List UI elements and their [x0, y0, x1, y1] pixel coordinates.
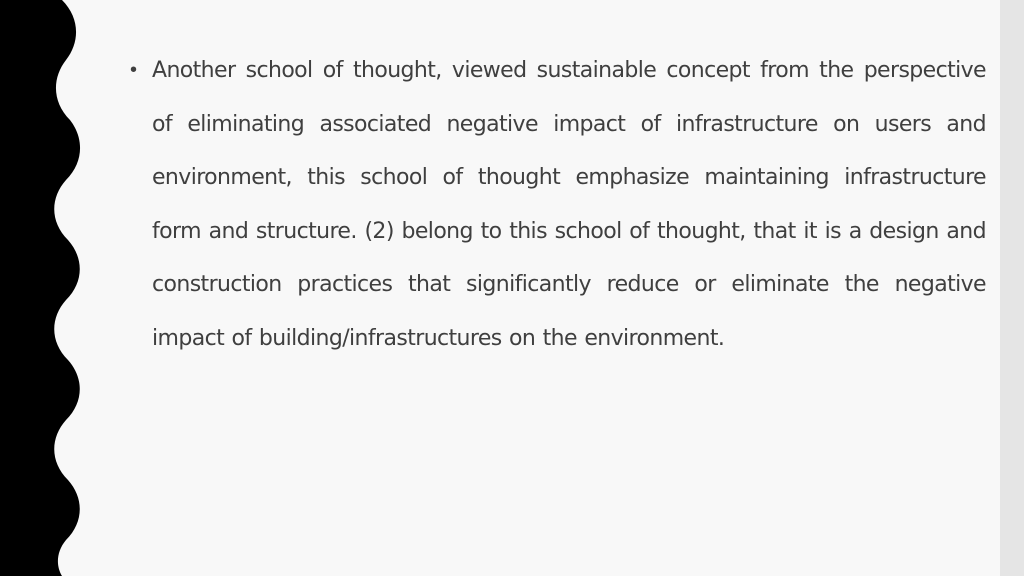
bullet-item	[130, 44, 986, 366]
slide-content	[130, 44, 986, 366]
bullet-text: Another school of thought, viewed sustainable concept from the perspective of eliminating associated negative impact of infrastructure on users and environment, this school of thought emphasize maintaining infrastructure form and structure. (2) belong to this school of thought, that it is a design and construction practices that significantly reduce or eliminate the negative impact of building/infrastructures on the environment.	[152, 58, 986, 351]
right-edge-bar	[1000, 0, 1024, 576]
bullet-marker: •	[130, 59, 138, 81]
wavy-border-decoration	[0, 0, 90, 576]
